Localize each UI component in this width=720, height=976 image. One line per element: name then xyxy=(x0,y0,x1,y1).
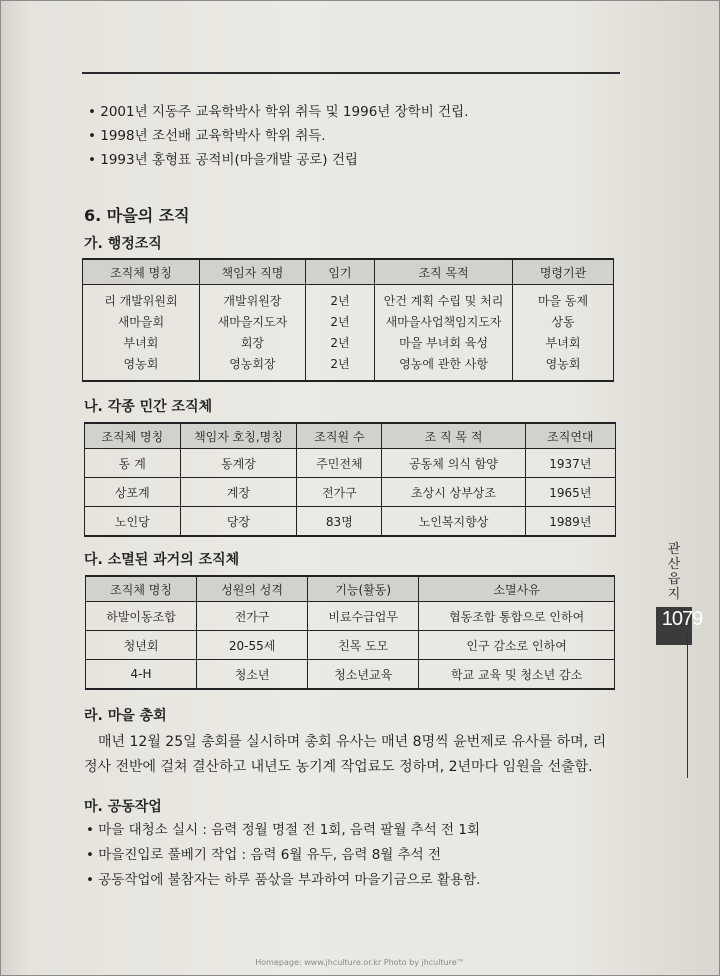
table-cell: 상동 xyxy=(513,311,614,332)
intro-bullet: • 2001년 지동주 교육학박사 학위 취득 및 1996년 장학비 건립. xyxy=(88,104,469,120)
table-row xyxy=(83,353,614,381)
table-cell: 부녀회 xyxy=(83,332,200,353)
table-row xyxy=(86,602,615,631)
table-cell: 4-H xyxy=(86,660,197,690)
side-label-char: 읍 xyxy=(667,572,681,587)
table-cell: 20-55세 xyxy=(197,631,308,660)
table-row xyxy=(83,311,614,332)
table-cell: 새마을지도자 xyxy=(199,311,305,332)
joint-work-title: 마. 공동작업 xyxy=(84,799,162,815)
table-cell: 노인복지향상 xyxy=(382,507,525,537)
table-row xyxy=(85,478,616,507)
table-cell: 청년회 xyxy=(86,631,197,660)
table-row xyxy=(85,449,616,478)
table-cell: 새마을사업책임지도자 xyxy=(375,311,513,332)
table-cell: 동 계 xyxy=(85,449,181,478)
table-cell: 영농회 xyxy=(83,353,200,381)
table-cell: 전가구 xyxy=(197,602,308,631)
table-row xyxy=(86,631,615,660)
table-cell: 마을 부녀회 육성 xyxy=(375,332,513,353)
table-row xyxy=(83,285,614,312)
table-cell: 2년 xyxy=(306,332,375,353)
intro-bullet-list xyxy=(88,100,468,172)
side-label-char: 지 xyxy=(667,587,681,602)
intro-bullet: • 1998년 조선배 교육학박사 학위 취득. xyxy=(88,128,326,144)
table-header: 임기 xyxy=(306,259,375,285)
table-cell: 인구 감소로 인하여 xyxy=(419,631,615,660)
table-row xyxy=(86,660,615,690)
table-cell: 계장 xyxy=(180,478,297,507)
side-label-char: 산 xyxy=(667,557,681,572)
table-cell: 청소년 xyxy=(197,660,308,690)
table-row xyxy=(83,332,614,353)
table-header: 조직연대 xyxy=(525,423,615,449)
table-header: 소멸사유 xyxy=(419,576,615,602)
side-label xyxy=(656,542,692,602)
table-cell: 영농에 관한 사항 xyxy=(375,353,513,381)
table-cell: 2년 xyxy=(306,353,375,381)
page-number: 1079 xyxy=(661,608,703,630)
table-header: 조직원 수 xyxy=(297,423,382,449)
admin-org-title: 가. 행정조직 xyxy=(84,236,162,252)
table-cell: 학교 교육 및 청소년 감소 xyxy=(419,660,615,690)
section-title: 6. 마을의 조직 xyxy=(84,206,190,225)
table-cell: 초상시 상부상조 xyxy=(382,478,525,507)
list-item: • 마을 대청소 실시 : 음력 정월 명절 전 1회, 음력 팔월 추석 전 1회 xyxy=(86,822,481,838)
list-item: • 마을진입로 풀베기 작업 : 음력 6월 유두, 음력 8월 추석 전 xyxy=(86,847,442,863)
table-cell: 공동체 의식 함양 xyxy=(382,449,525,478)
joint-work-list xyxy=(86,818,480,893)
private-org-table xyxy=(84,422,616,537)
paragraph-line: 정사 전반에 걸쳐 결산하고 내년도 농기계 작업료도 정하며, 2년마다 임원을 선출함. xyxy=(84,759,593,775)
table-cell: 노인당 xyxy=(85,507,181,537)
table-cell: 마을 동제 xyxy=(513,285,614,312)
past-org-title: 다. 소멸된 과거의 조직체 xyxy=(84,552,240,568)
table-cell: 협동조합 통합으로 인하여 xyxy=(419,602,615,631)
table-cell: 상포계 xyxy=(85,478,181,507)
table-cell: 전가구 xyxy=(297,478,382,507)
table-cell: 2년 xyxy=(306,285,375,312)
side-label-char: 관 xyxy=(667,542,681,557)
table-cell: 개발위원장 xyxy=(199,285,305,312)
side-rule xyxy=(687,636,688,778)
table-cell: 회장 xyxy=(199,332,305,353)
table-cell: 영농회 xyxy=(513,353,614,381)
table-cell: 83명 xyxy=(297,507,382,537)
table-cell: 주민전체 xyxy=(297,449,382,478)
table-header: 조직체 명칭 xyxy=(85,423,181,449)
table-cell: 친목 도모 xyxy=(308,631,419,660)
list-item: • 공동작업에 불참자는 하루 품삯을 부과하여 마을기금으로 활용함. xyxy=(86,872,481,888)
table-cell: 안건 계획 수립 및 처리 xyxy=(375,285,513,312)
table-row xyxy=(85,507,616,537)
private-org-title: 나. 각종 민간 조직체 xyxy=(84,399,213,415)
table-header: 조 직 목 적 xyxy=(382,423,525,449)
table-cell: 1937년 xyxy=(525,449,615,478)
table-cell: 새마을회 xyxy=(83,311,200,332)
past-org-table xyxy=(85,575,615,690)
footer-credit: Homepage: www.jhculture.or.kr Photo by jhculture™ xyxy=(255,958,465,967)
table-cell: 하발이동조합 xyxy=(86,602,197,631)
table-cell: 비료수급업무 xyxy=(308,602,419,631)
table-header: 조직체 명칭 xyxy=(86,576,197,602)
table-cell: 영농회장 xyxy=(199,353,305,381)
table-cell: 청소년교육 xyxy=(308,660,419,690)
table-header: 기능(활동) xyxy=(308,576,419,602)
table-header: 성원의 성격 xyxy=(197,576,308,602)
table-cell: 1989년 xyxy=(525,507,615,537)
table-header: 명령기관 xyxy=(513,259,614,285)
admin-org-table xyxy=(82,258,614,382)
table-cell: 동계장 xyxy=(180,449,297,478)
table-header: 조직 목적 xyxy=(375,259,513,285)
table-header: 조직체 명칭 xyxy=(83,259,200,285)
table-cell: 1965년 xyxy=(525,478,615,507)
side-index xyxy=(656,542,692,602)
general-meeting-paragraph xyxy=(84,730,607,780)
table-cell: 부녀회 xyxy=(513,332,614,353)
table-cell: 당장 xyxy=(180,507,297,537)
general-meeting-title: 라. 마을 총회 xyxy=(84,708,167,724)
table-header: 책임자 직명 xyxy=(199,259,305,285)
table-header: 책임자 호칭,명칭 xyxy=(180,423,297,449)
table-cell: 리 개발위원회 xyxy=(83,285,200,312)
header-rule xyxy=(82,72,620,74)
intro-bullet: • 1993년 홍형표 공적비(마을개발 공로) 건립 xyxy=(88,152,358,168)
paragraph-line: 매년 12월 25일 총회를 실시하며 총회 유사는 매년 8명씩 윤번제로 유사를 하며, 리 xyxy=(98,734,607,750)
table-cell: 2년 xyxy=(306,311,375,332)
